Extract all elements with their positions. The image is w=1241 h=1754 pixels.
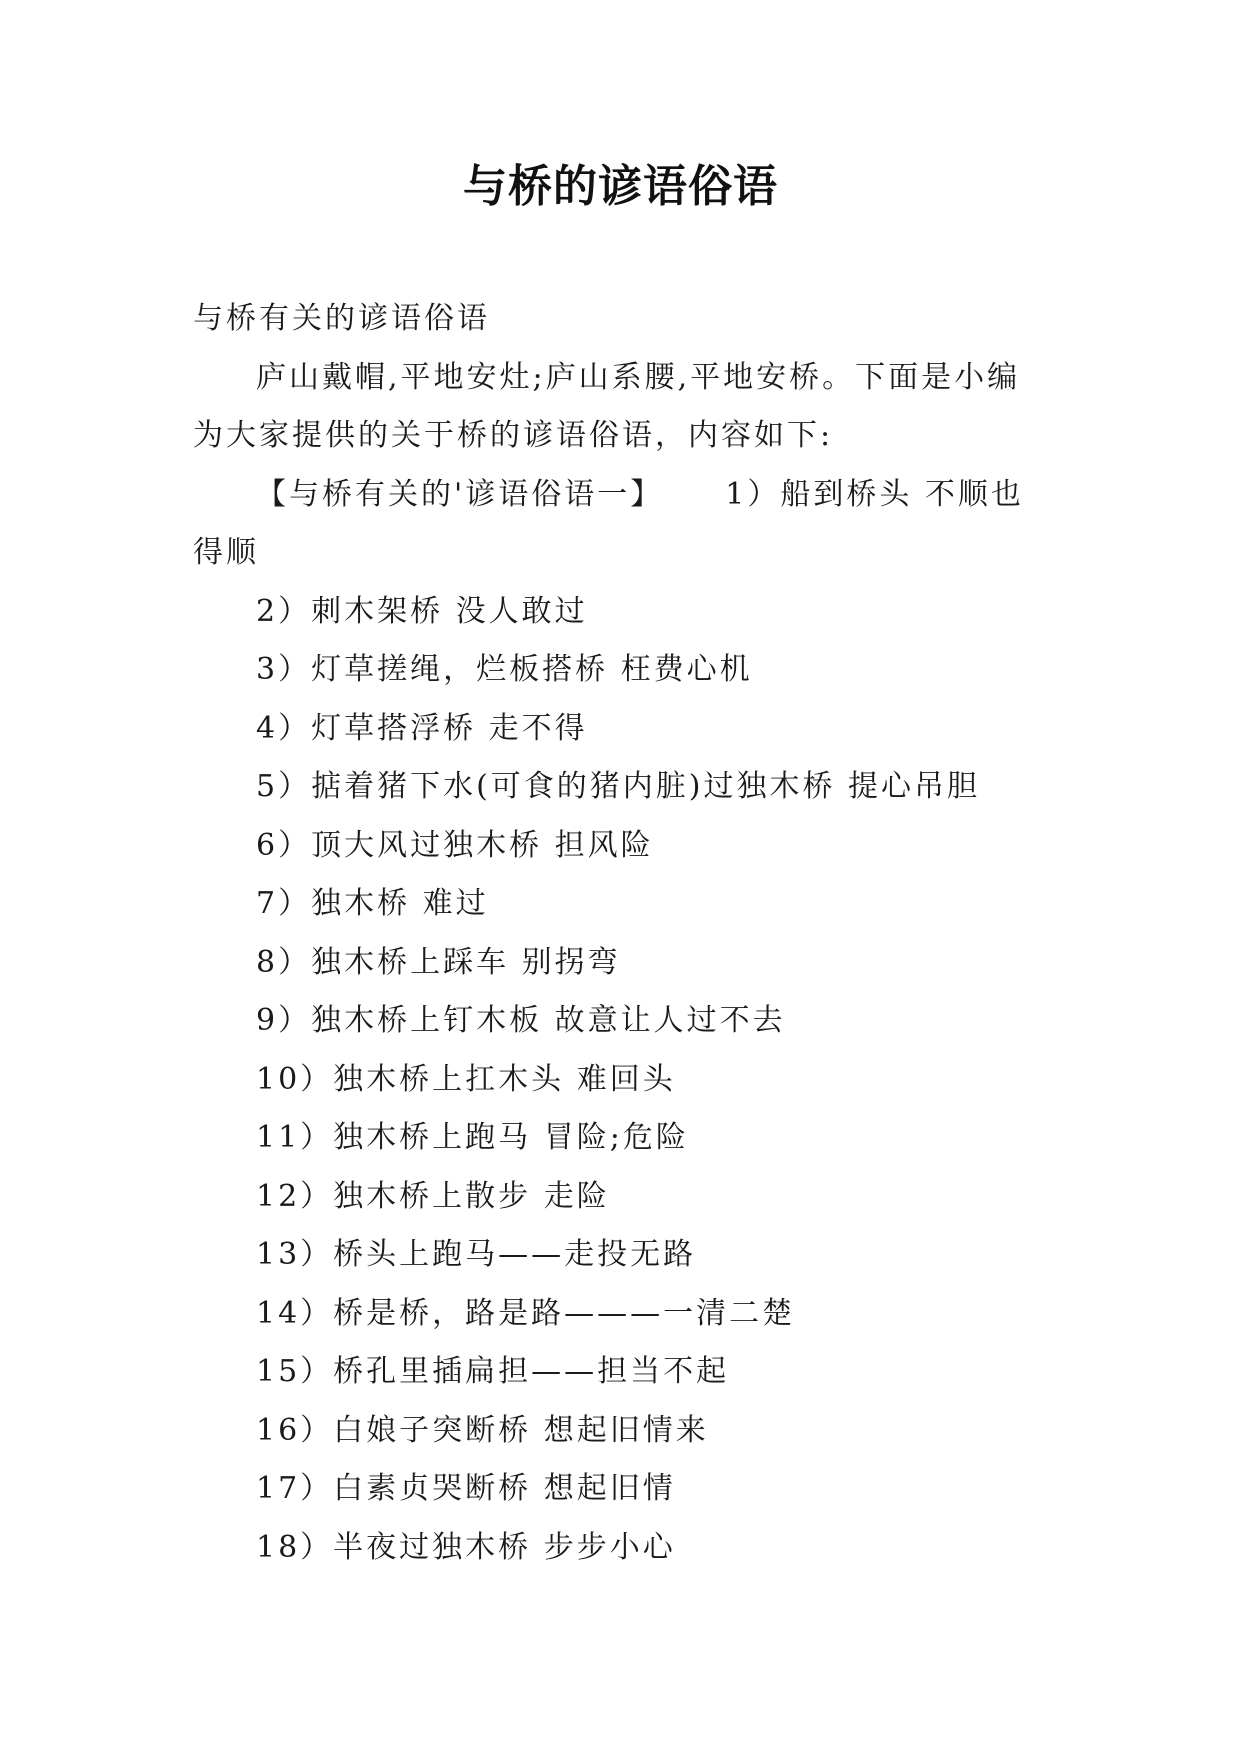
list-item-1-continuation: 得顺 bbox=[193, 535, 259, 570]
list-item: 10）独木桥上扛木头 难回头 bbox=[256, 1061, 676, 1097]
list-item: 9）独木桥上钉木板 故意让人过不去 bbox=[256, 1003, 786, 1038]
subtitle: 与桥有关的谚语俗语 bbox=[193, 301, 490, 336]
list-item: 15）桥孔里插扁担——担当不起 bbox=[256, 1354, 730, 1389]
list-item: 12）独木桥上散步 走险 bbox=[256, 1178, 610, 1214]
list-item: 18）半夜过独木桥 步步小心 bbox=[256, 1529, 676, 1565]
list-item: 5）掂着猪下水(可食的猪内脏)过独木桥 提心吊胆 bbox=[256, 769, 981, 804]
section-heading-line bbox=[193, 466, 1063, 525]
list-item: 2）刺木架桥 没人敢过 bbox=[256, 593, 588, 629]
list-item: 6）顶大风过独木桥 担风险 bbox=[256, 827, 654, 863]
list-item: 13）桥头上跑马——走投无路 bbox=[256, 1237, 697, 1272]
list-item: 17）白素贞哭断桥 想起旧情 bbox=[256, 1471, 676, 1506]
list-item: 4）灯草搭浮桥 走不得 bbox=[256, 710, 588, 746]
list-item: 14）桥是桥，路是路———一清二楚 bbox=[256, 1295, 796, 1331]
document-body bbox=[193, 290, 1063, 1577]
list-item: 11）独木桥上跑马 冒险;危险 bbox=[256, 1120, 689, 1155]
list-item-1: 1）船到桥头 不顺也 bbox=[725, 476, 1024, 512]
section-heading: 【与桥有关的'谚语俗语一】 bbox=[256, 476, 664, 512]
intro-paragraph-line-1: 庐山戴帽,平地安灶;庐山系腰,平地安桥。下面是小编 bbox=[256, 359, 1021, 395]
document-title: 与桥的谚语俗语 bbox=[463, 161, 778, 212]
list-item: 8）独木桥上踩车 别拐弯 bbox=[256, 944, 621, 980]
list-item: 16）白娘子突断桥 想起旧情来 bbox=[256, 1412, 709, 1448]
list-item: 3）灯草搓绳，烂板搭桥 枉费心机 bbox=[256, 652, 753, 687]
intro-paragraph-line-2: 为大家提供的关于桥的谚语俗语，内容如下: bbox=[193, 418, 834, 453]
list-item: 7）独木桥 难过 bbox=[256, 886, 489, 921]
